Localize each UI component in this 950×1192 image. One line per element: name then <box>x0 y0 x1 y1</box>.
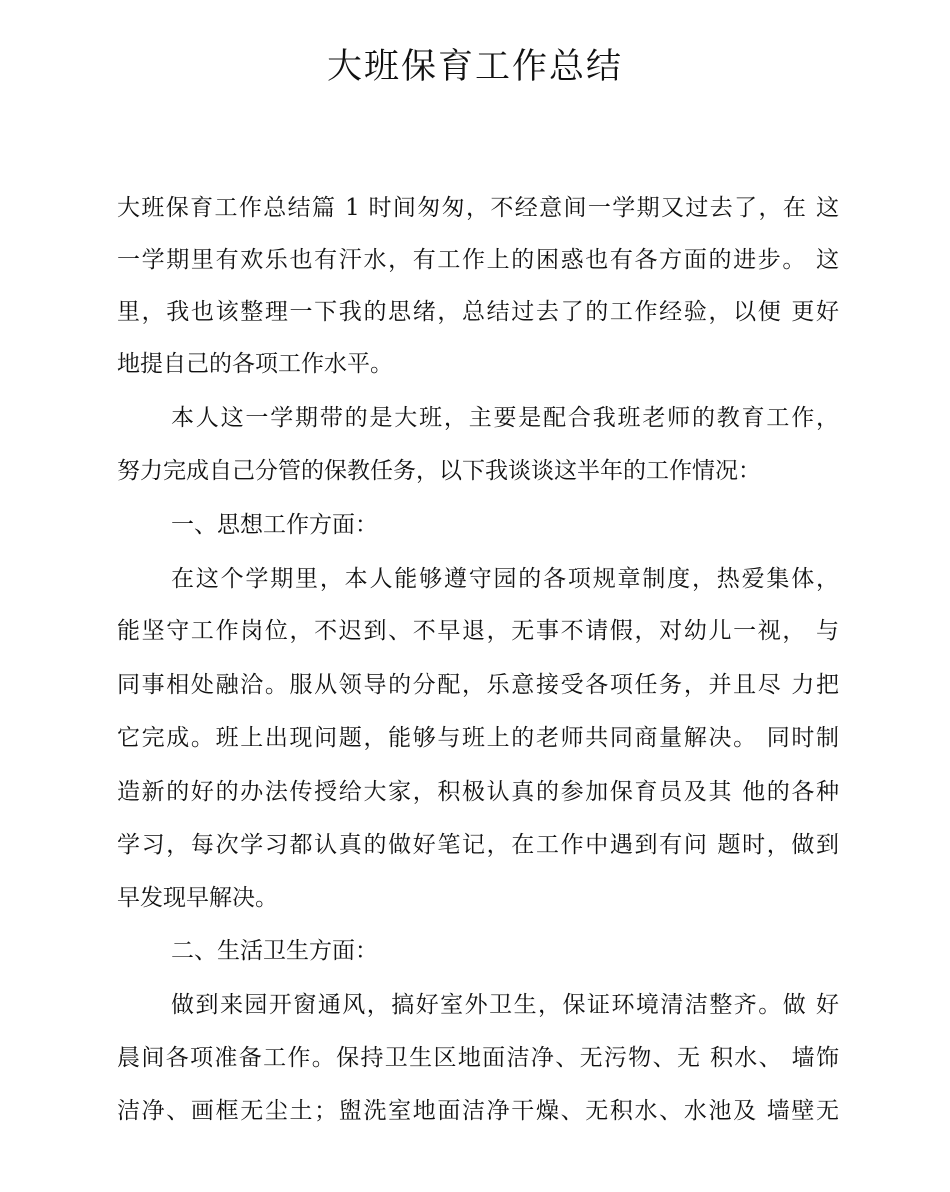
paragraph-line: 能坚守工作岗位，不迟到、不早退，无事不请假，对幼儿一视， 与 <box>117 618 839 644</box>
paragraph-line: 一学期里有欢乐也有汗水，有工作上的困惑也有各方面的进步。 这 <box>117 247 839 273</box>
paragraph-line: 在这个学期里，本人能够遵守园的各项规章制度，热爱集体， <box>171 566 839 592</box>
section-heading: 一、思想工作方面： <box>171 512 378 538</box>
paragraph-line: 大班保育工作总结篇 1 时间匆匆，不经意间一学期又过去了，在 这 <box>117 195 839 221</box>
paragraph-line: 里，我也该整理一下我的思绪，总结过去了的工作经验，以便 更好 <box>117 299 839 325</box>
section-heading: 二、生活卫生方面： <box>171 938 378 964</box>
paragraph-line: 洁净、画框无尘土；盥洗室地面洁净干燥、无积水、水池及 墙壁无 <box>117 1098 839 1124</box>
paragraph-line: 造新的好的办法传授给大家，积极认真的参加保育员及其 他的各种 <box>117 779 839 805</box>
paragraph-line: 学习，每次学习都认真的做好笔记，在工作中遇到有问 题时，做到 <box>117 832 839 858</box>
paragraph-line: 晨间各项准备工作。保持卫生区地面洁净、无污物、无 积水、 墙饰 <box>117 1045 839 1071</box>
paragraph-line: 它完成。班上出现问题，能够与班上的老师共同商量解决。 同时制 <box>117 725 839 751</box>
paragraph-line: 早发现早解决。 <box>117 885 278 911</box>
paragraph-line: 地提自己的各项工作水平。 <box>117 351 393 377</box>
paragraph-line: 本人这一学期带的是大班，主要是配合我班老师的教育工作， <box>171 405 839 431</box>
paragraph-line: 努力完成自己分管的保教任务，以下我谈谈这半年的工作情况： <box>117 458 761 484</box>
paragraph-line: 同事相处融洽。服从领导的分配，乐意接受各项任务，并且尽 力把 <box>117 672 839 698</box>
paragraph-line: 做到来园开窗通风，搞好室外卫生，保证环境清洁整齐。做 好 <box>171 992 839 1018</box>
document-title: 大班保育工作总结 <box>326 47 623 87</box>
